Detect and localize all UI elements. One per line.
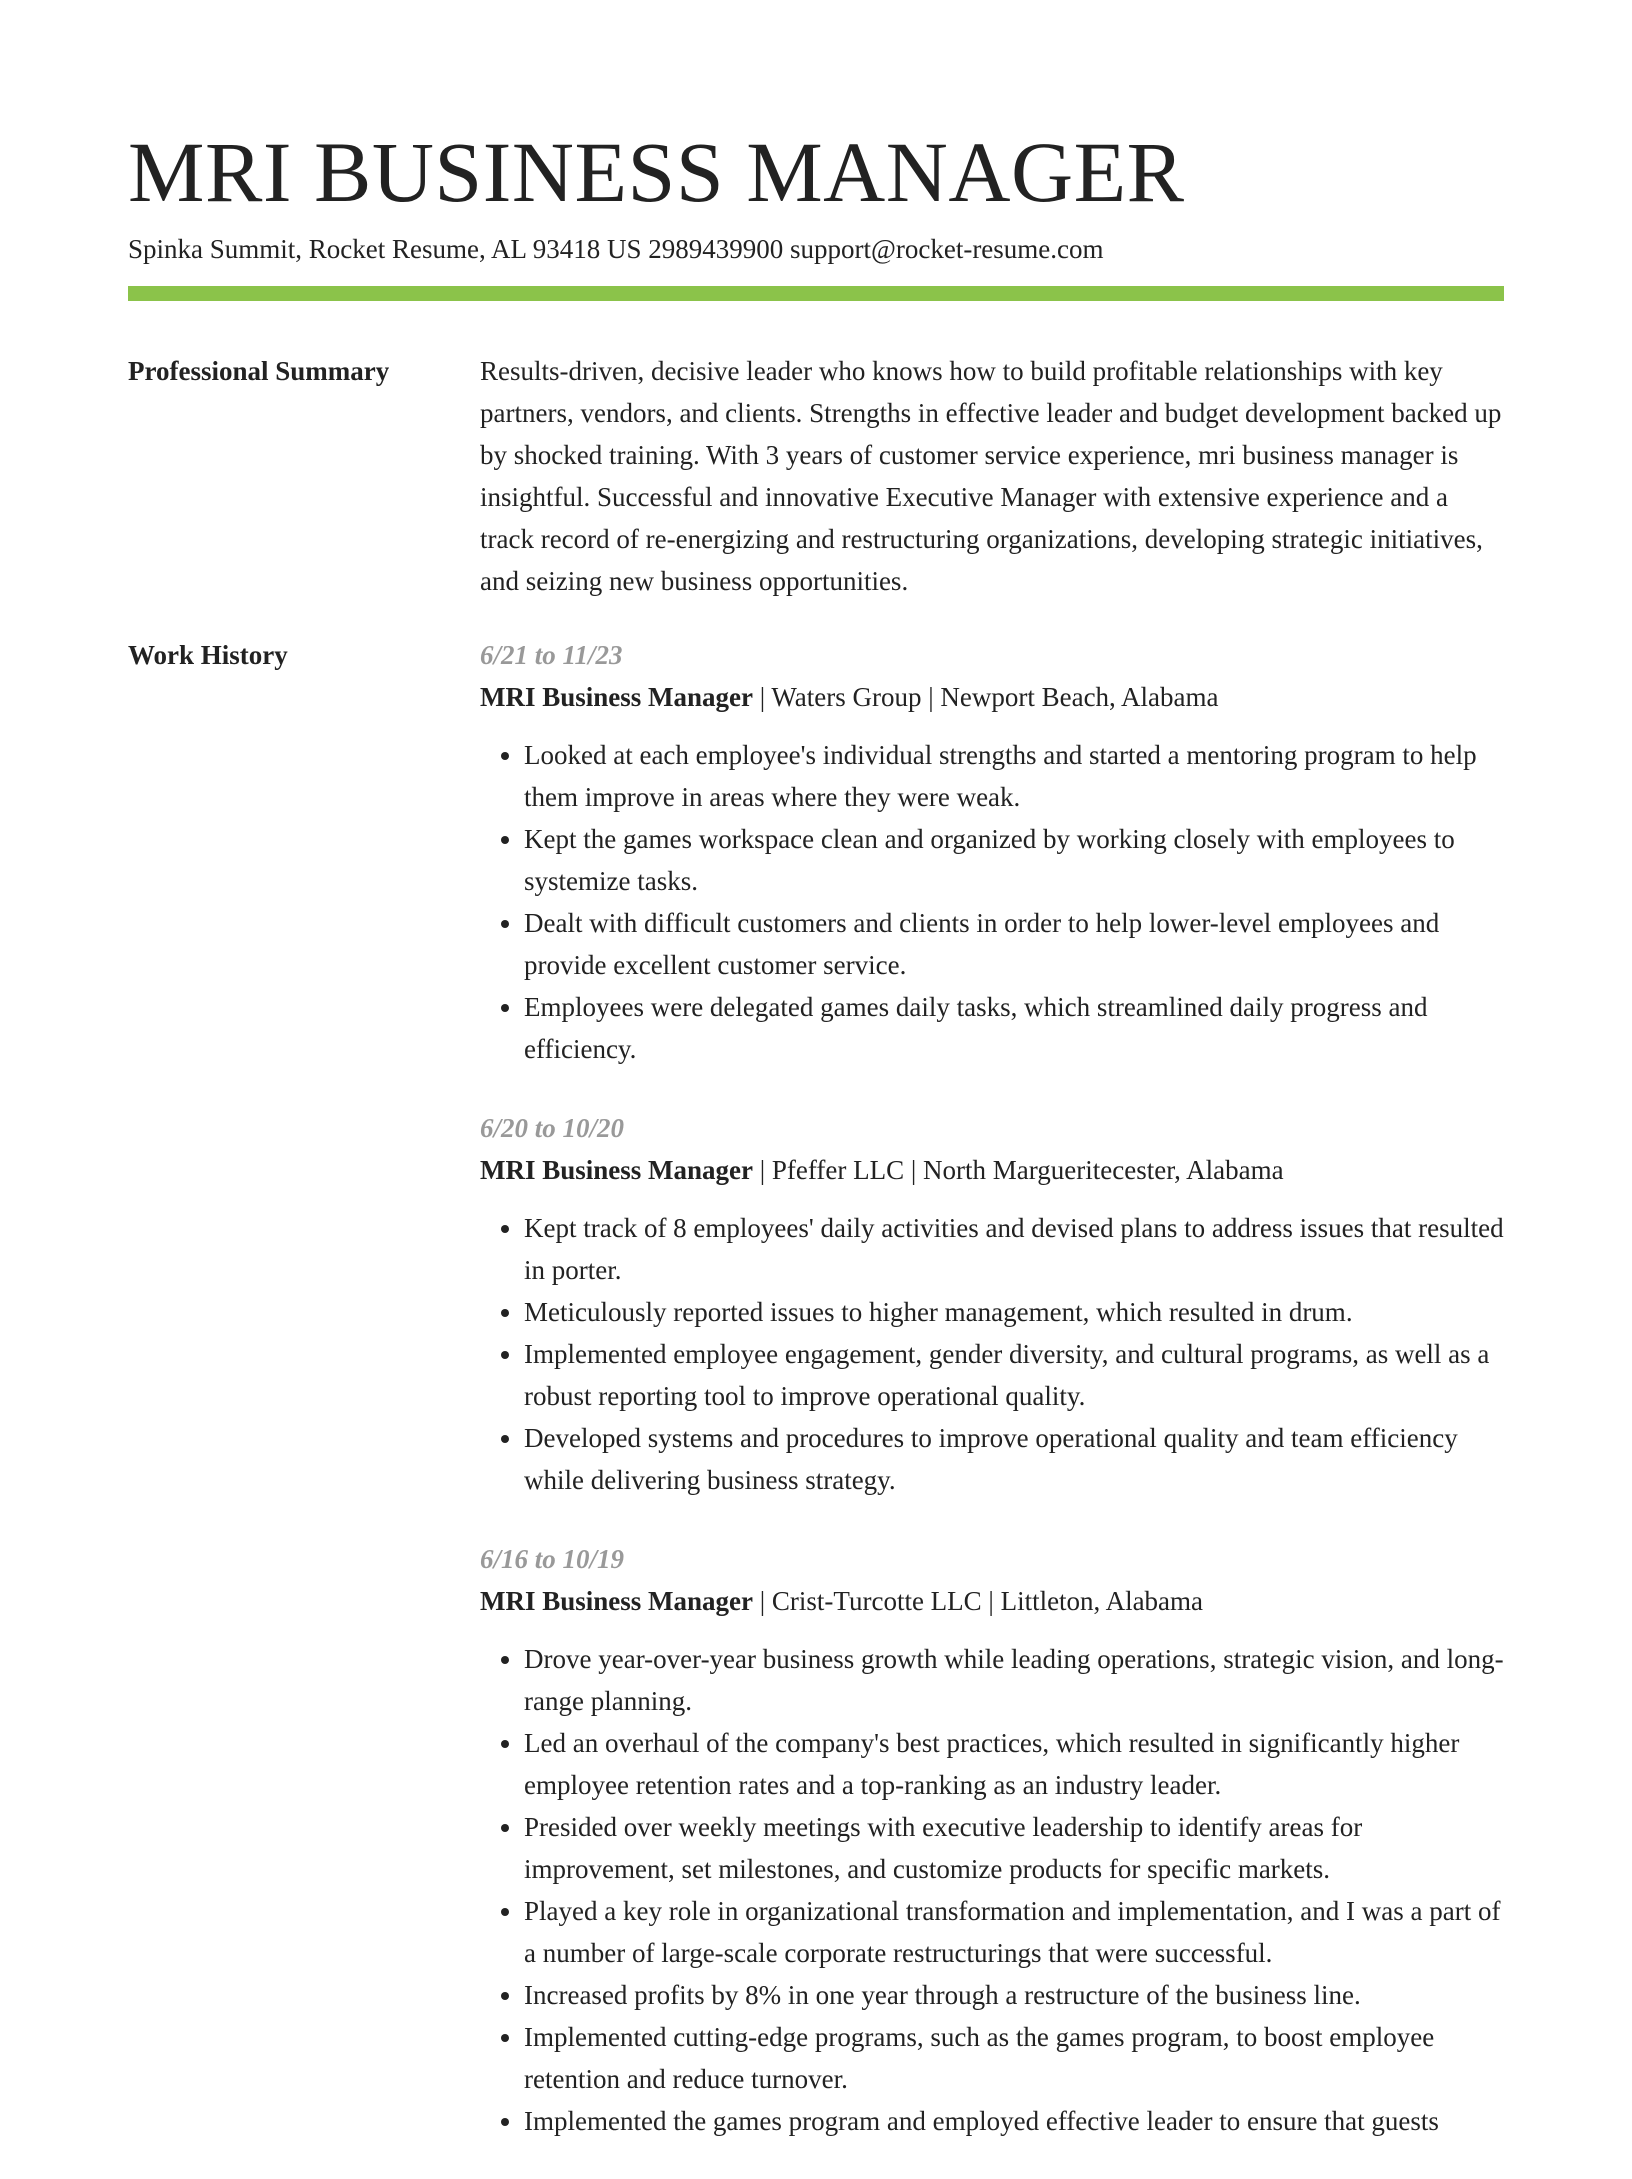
job-bullets [480, 1207, 1504, 1501]
job-bullet: • Kept the games workspace clean and organized by working closely with employees to systemize tasks. [524, 818, 1504, 902]
job-bullet: • Played a key role in organizational transformation and implementation, and I was a part of a number of large-scale corporate restructurings that were successful. [524, 1890, 1504, 1974]
summary-heading: Professional Summary [128, 356, 390, 386]
job-bullet: • Drove year-over-year business growth while leading operations, strategic vision, and long-range planning. [524, 1638, 1504, 1722]
summary-section [480, 350, 1504, 602]
job-bullet: • Implemented cutting-edge programs, such as the games program, to boost employee retention and reduce turnover. [524, 2016, 1504, 2100]
summary-text: Results-driven, decisive leader who knows how to build profitable relationships with key partners, vendors, and clients. Strengths in effective leader and budget development backed up by shocked training. With 3 years of customer service experience, mri business manager is insightful. Successful and innovative Executive Manager with extensive experience and a track record of re-energizing and restructuring organizations, developing strategic initiatives, and seizing new business opportunities. [480, 356, 1502, 596]
job-role: MRI Business Manager [480, 1586, 754, 1616]
job-dates: 6/16 to 10/19 [480, 1544, 625, 1574]
job-bullet: • Presided over weekly meetings with executive leadership to identify areas for improvement, set milestones, and customize products for specific markets. [524, 1806, 1504, 1890]
job-entry [480, 634, 1504, 1070]
job-bullet: • Implemented the games program and employed effective leader to ensure that guests [524, 2100, 1504, 2142]
candidate-name: MRI BUSINESS MANAGER [128, 124, 1185, 220]
job-bullet: • Dealt with difficult customers and clients in order to help lower-level employees and provide excellent customer service. [524, 902, 1504, 986]
job-bullets [480, 1638, 1504, 2142]
job-entry [480, 1538, 1504, 2142]
job-bullet: • Kept track of 8 employees' daily activities and devised plans to address issues that resulted in porter. [524, 1207, 1504, 1291]
job-details: | Pfeffer LLC | North Margueritecester, Alabama [753, 1155, 1284, 1185]
job-bullet: • Increased profits by 8% in one year through a restructure of the business line. [524, 1974, 1504, 2016]
job-details: | Crist-Turcotte LLC | Littleton, Alabama [753, 1586, 1204, 1616]
job-entry [480, 1107, 1504, 1501]
job-role: MRI Business Manager [480, 1155, 754, 1185]
job-dates: 6/20 to 10/20 [480, 1113, 625, 1143]
job-bullet: • Developed systems and procedures to improve operational quality and team efficiency while delivering business strategy. [524, 1417, 1504, 1501]
job-bullet: • Meticulously reported issues to higher management, which resulted in drum. [524, 1291, 1504, 1333]
job-bullet: • Looked at each employee's individual strengths and started a mentoring program to help them improve in areas where they were weak. [524, 734, 1504, 818]
work-history-heading: Work History [128, 640, 288, 670]
job-title-line [480, 1580, 1504, 1622]
job-role: MRI Business Manager [480, 682, 754, 712]
job-dates: 6/21 to 11/23 [480, 640, 623, 670]
job-title-line [480, 1149, 1504, 1191]
header-divider [128, 286, 1504, 301]
work-history-section [480, 634, 1504, 2179]
job-bullets [480, 734, 1504, 1070]
job-title-line [480, 676, 1504, 718]
job-bullet: • Led an overhaul of the company's best practices, which resulted in significantly higher employee retention rates and a top-ranking as an industry leader. [524, 1722, 1504, 1806]
job-bullet: • Employees were delegated games daily tasks, which streamlined daily progress and efficiency. [524, 986, 1504, 1070]
contact-info: Spinka Summit, Rocket Resume, AL 93418 US 2989439900 support@rocket-resume.com [128, 234, 1104, 264]
job-bullet: • Implemented employee engagement, gender diversity, and cultural programs, as well as a robust reporting tool to improve operational quality. [524, 1333, 1504, 1417]
job-details: | Waters Group | Newport Beach, Alabama [753, 682, 1219, 712]
